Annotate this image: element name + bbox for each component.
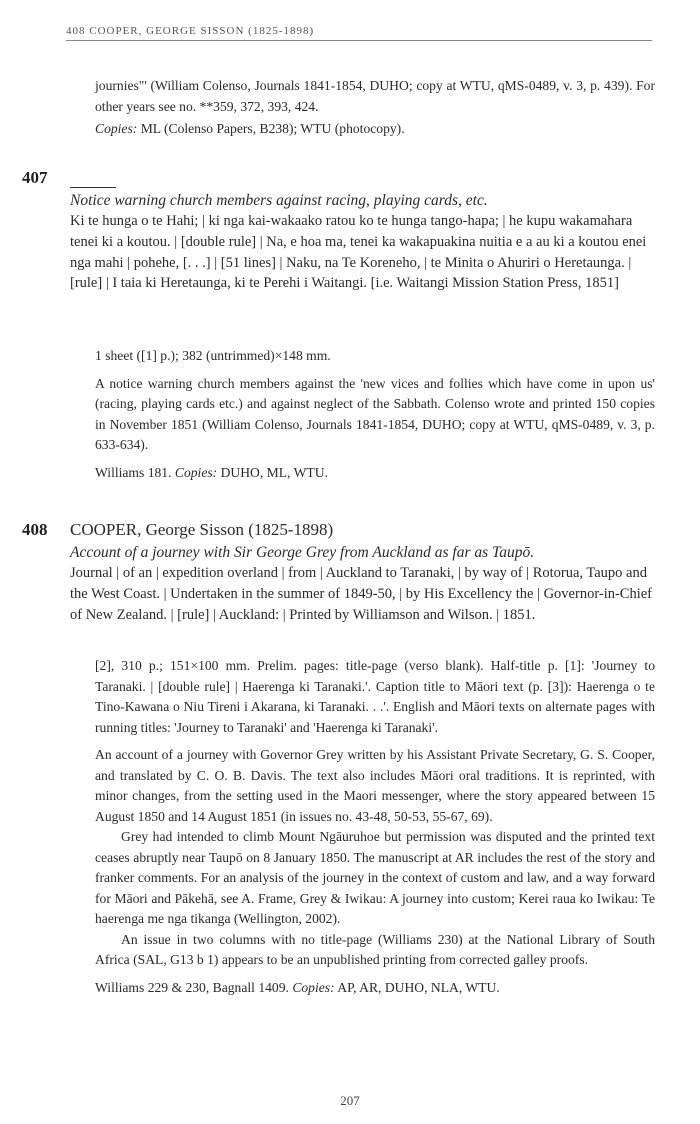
entry-407-transcription: Ki te hunga o te Hahi; | ki nga kai-wakaako ratou ko te hunga tango-hapa; | he kupu wakamahara tenei ki a koutou. | [double rule] | Na, e hoa ma, tenei ka wakapuakina nuitia e a au ki a koutou enei nga mahi | pohehe, [. . .] | [51 lines] | Naku, na Te Koreneho, | te Minita o Ahuriri o Heretaunga. | [rule] | I taia ki Heretaunga, ki te Perehi i Waitangi. [i.e. Waitangi Mission Station Press, 1851] xyxy=(70,213,647,292)
entry-408-heading xyxy=(70,519,655,540)
copies-label: Copies: xyxy=(292,979,335,995)
entry-407-dash xyxy=(70,178,655,179)
entry-406-note: journies"' (William Colenso, Journals 1841-1854, DUHO; copy at WTU, qMS-0489, v. 3, p. 439). For other years see no. **359, 372, 393, 424. xyxy=(95,78,655,114)
entry-408-note-3: An issue in two columns with no title-page (Williams 230) at the National Library of South Africa (SAL, G13 b 1) appears to be an unpublished printing from corrected galley proofs. xyxy=(95,931,655,967)
entry-407-number: 407 xyxy=(22,168,48,187)
entry-407 xyxy=(70,190,655,294)
copies-label: Copies: xyxy=(174,464,218,480)
entry-408-details xyxy=(95,656,655,998)
entry-406-copies: Copies: ML (Colenso Papers, B238); WTU (photocopy). xyxy=(95,121,405,136)
entry-407-title: Notice warning church members against racing, playing cards, etc. xyxy=(70,192,488,209)
entry-408-refs: Williams 229 & 230, Bagnall 1409. Copies: AP, AR, DUHO, NLA, WTU. xyxy=(95,979,500,995)
entry-408 xyxy=(70,519,655,625)
entry-406-continuation xyxy=(95,76,655,140)
entry-408-transcription: Journal | of an | expedition overland | from | Auckland to Taranaki, | by way of | Rotorua, Taupo and the West Coast. | Undertaken in the summer of 1849-50, | by His Excellency the | Governor-in-Chief of New Zealand. | [rule] | Auckland: | Printed by Williamson and Wilson. | 1851. xyxy=(70,565,653,623)
entry-408-author: COOPER, George Sisson xyxy=(70,520,244,539)
entry-407-note: A notice warning church members against the 'new vices and follies which have come in upon us' (racing, playing cards etc.) and against neglect of the Sabbath. Colenso wrote and printed 150 copies in November 1851 (William Colenso, Journals 1841-1854, DUHO; copy at WTU, qMS-0489, v. 3, p. 633-634). xyxy=(95,375,655,452)
running-head: 408 COOPER, GEORGE SISSON (1825-1898) xyxy=(66,25,652,41)
entry-408-collation: [2], 310 p.; 151×100 mm. Prelim. pages: title-page (verso blank). Half-title p. [1]: 'Journey to Taranaki. | [double rule] | Haerenga ki Taranaki.'. Caption title to Māori text (p. [3]): Haerenga o te Tino-Kawana o Niu Tireni i Akarana, ki Taranaki. . .'. English and Māori texts on alternate pages with running titles: 'Journey to Taranaki' and 'Haerenga ki Taranaki'. xyxy=(95,658,655,735)
copies-label: Copies: xyxy=(95,121,138,136)
page-number: 207 xyxy=(340,1093,360,1108)
entry-408-note-1: An account of a journey with Governor Grey written by his Assistant Private Secretary, G. S. Cooper, and translated by C. O. B. Davis. The text also includes Māori oral traditions. It is reprinted, with minor changes, from the setting used in the Maori messenger, where the story appeared between 15 August 1850 and 14 August 1851 (in issues no. 43-48, 50-53, 55-67, 69). xyxy=(95,747,655,824)
entry-407-refs: Williams 181. Copies: DUHO, ML, WTU. xyxy=(95,464,328,480)
entry-408-note-2: Grey had intended to climb Mount Ngāuruhoe but permission was disputed and the printed text ceases abruptly near Taupō on 8 January 1850. The manuscript at AR includes the rest of the story and franker comments. For an analysis of the journey in the context of custom and law, and a way forward for Māori and Pākehā, see A. Frame, Grey & Iwikau: A journey into custom; Kerei raua ko Iwikau: Te haerenga me nga tikanga (Wellington, 2002). xyxy=(95,829,655,926)
entry-408-title: Account of a journey with Sir George Grey from Auckland as far as Taupō. xyxy=(70,544,535,561)
entry-407-details xyxy=(95,346,655,483)
entry-408-number: 408 xyxy=(22,520,48,539)
entry-407-collation: 1 sheet ([1] p.); 382 (untrimmed)×148 mm. xyxy=(95,348,331,363)
entry-408-dates: (1825-1898) xyxy=(243,520,334,539)
